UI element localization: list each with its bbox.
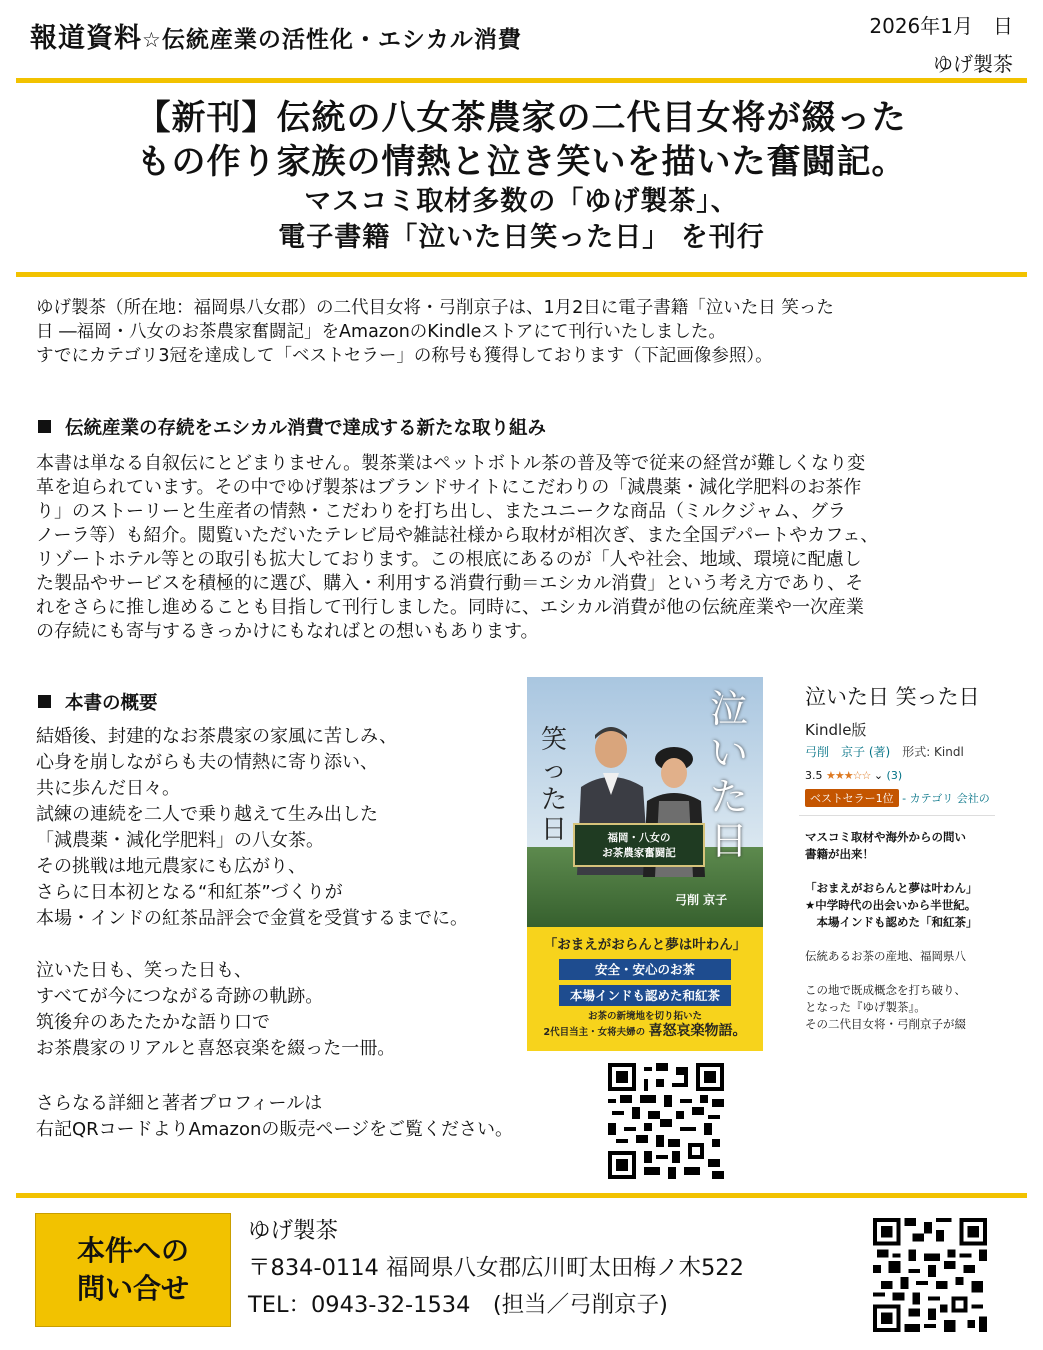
qr-note [36, 1091, 513, 1143]
contact-company: ゆげ製茶 [248, 1218, 339, 1244]
intro-paragraph [36, 296, 1006, 368]
chevron-down-icon: ⌄ [873, 769, 884, 782]
section-heading-overview [38, 689, 158, 715]
overview-line: 「減農薬・減化学肥料」の八女茶。 [36, 830, 324, 851]
overview-line: さらに日本初となる“和紅茶”づくりが [36, 882, 343, 903]
listing-bestseller-row [805, 789, 990, 807]
overview-line: 本場・インドの紅茶品評会で金賞を受賞するまでに。 [36, 908, 468, 929]
cover-subtitle-line: 福岡・八女の [607, 832, 671, 844]
body-line: リゾートホテル等との取引も拡大しております。この根底にあるのが「人や社会、地域、環境に配慮し [36, 549, 862, 570]
body-line: り」のストーリーと生産者の情熱・こだわりを打ち出し、またユニークな商品（ミルクジャム、グラ [36, 501, 846, 522]
cover-subtitle-band [573, 823, 705, 867]
rating-count: (3) [886, 769, 903, 782]
listing-title: 泣いた日 笑った日 [805, 685, 980, 709]
rating-value: 3.5 [805, 769, 823, 782]
square-bullet-icon [38, 420, 51, 433]
contact-label-line: 問い合せ [76, 1272, 189, 1305]
qr-code-icon [607, 1063, 725, 1179]
amazon-listing-screenshot [785, 677, 995, 1057]
header-title-sub: 伝統産業の活性化・エシカル消費 [161, 27, 522, 53]
cover-author: 弓削 京子 [675, 893, 728, 907]
qr-code-icon [873, 1218, 987, 1332]
contact-phone: TEL：0943-32-1534 (担当／弓削京子) [248, 1292, 668, 1318]
desc-line: 本場インドも認めた「和紅茶」 [805, 915, 978, 929]
listing-author: 弓削 京子 (著) [805, 745, 891, 759]
cover-subtitle-line: お茶農家奮闘記 [602, 847, 676, 859]
overview-line: お茶農家のリアルと喜怒哀楽を綴った一冊。 [36, 1038, 396, 1059]
qr-note-line: 右記QRコードよりAmazonの販売ページをご覧ください。 [36, 1119, 514, 1140]
headline-divider [16, 272, 1027, 277]
desc-line: 伝統あるお茶の産地、福岡県八 [805, 949, 966, 963]
square-bullet-icon [38, 695, 51, 708]
desc-line: ★中学時代の出会いから半世紀。 [805, 898, 977, 912]
body-line: ノーラ等）も紹介。閲覧いただいたテレビ局や雑誌社様から取材が相次ぎ、また全国デパートやカフェ、 [36, 525, 879, 546]
headline [0, 96, 1043, 256]
header-company: ゆげ製茶 [933, 52, 1013, 76]
cover-badge-black-tea: 本場インドも認めた和紅茶 [559, 985, 731, 1006]
overview-text [36, 724, 526, 1062]
cover-caption-2-text: 2代目当主・女将夫婦の [543, 1027, 646, 1038]
footer-divider [16, 1193, 1027, 1198]
document-header-title [30, 16, 522, 55]
listing-description [805, 829, 978, 1033]
cover-quote: 「おまえがおらんと夢は叶わん」 [543, 937, 747, 953]
desc-line [805, 863, 978, 880]
contact-qr-code[interactable] [873, 1218, 987, 1332]
bestseller-category: - カテゴリ 会社の [902, 792, 990, 805]
headline-line-4: 電子書籍「泣いた日笑った日」 を刊行 [278, 222, 765, 253]
desc-line [805, 965, 978, 982]
overview-line: 筑後弁のあたたかな語り口で [36, 1012, 270, 1033]
amazon-qr-code[interactable] [607, 1063, 725, 1179]
desc-line: 書籍が出来！ [805, 847, 874, 861]
cover-badge-safe-tea: 安全・安心のお茶 [559, 959, 731, 980]
overview-line: 共に歩んだ日々。 [36, 778, 180, 799]
listing-rating-row [805, 769, 902, 782]
desc-line [805, 931, 978, 948]
cover-caption-2 [531, 1023, 759, 1041]
desc-line: この地で既成概念を打ち破り、 [805, 983, 966, 997]
body-line: の存続にも寄与するきっかけにもなればとの想いもあります。 [36, 621, 539, 642]
section-heading-text: 本書の概要 [65, 693, 158, 714]
contact-label-line: 本件への [76, 1234, 189, 1267]
cover-title-left: 笑った日 [540, 725, 567, 845]
listing-format-label: 形式: Kindl [902, 745, 964, 759]
section-body-ethical [36, 452, 1006, 644]
star-icon: ☆ [142, 28, 162, 52]
headline-line-1: 【新刊】伝統の八女茶農家の二代目女将が綴った [136, 98, 907, 138]
book-cover-image [527, 677, 763, 1051]
contact-address: 〒834-0114 福岡県八女郡広川町太田梅ノ木522 [248, 1255, 744, 1281]
overview-line: その挑戦は地元農家にも広がり、 [36, 856, 306, 877]
body-line: 本書は単なる自叙伝にとどまりません。製茶業はペットボトル茶の普及等で従来の経営が難しくなり変 [36, 453, 866, 474]
overview-line: すべてが今につながる奇跡の軌跡。 [36, 986, 324, 1007]
cover-caption-1: お茶の新境地を切り拓いた [587, 1011, 702, 1022]
headline-line-2: もの作り家族の情熱と泣き笑いを描いた奮闘記。 [136, 142, 907, 182]
overview-line: 結婚後、封建的なお茶農家の家風に苦しみ、 [36, 726, 398, 747]
overview-line: 心身を崩しながらも夫の情熱に寄り添い、 [36, 752, 378, 773]
listing-format: Kindle版 [805, 721, 867, 739]
intro-line: ゆげ製茶（所在地：福岡県八女郡）の二代目女将・弓削京子は、1月2日に電子書籍「泣いた日 笑った [36, 298, 834, 318]
section-heading-ethical [38, 414, 546, 440]
desc-line: マスコミ取材や海外からの問い [805, 830, 966, 844]
star-rating-icon: ★★★☆☆ [826, 769, 871, 782]
cover-title-right: 泣いた日 [709, 687, 748, 863]
bestseller-badge: ベストセラー1位 [805, 789, 899, 807]
header-divider [16, 78, 1027, 83]
release-date: 2026年1月 日 [869, 14, 1013, 38]
headline-line-3: マスコミ取材多数の「ゆげ製茶」、 [304, 186, 739, 217]
qr-note-line: さらなる詳細と著者プロフィールは [36, 1093, 323, 1114]
overview-line: 泣いた日も、笑った日も、 [36, 960, 252, 981]
body-line: れをさらに推し進めることも目指して刊行しました。同時に、エシカル消費が他の伝統産業や一次産業 [36, 597, 864, 618]
intro-line: すでにカテゴリ3冠を達成して「ベストセラー」の称号も獲得しております（下記画像参照）。 [36, 346, 773, 366]
body-line: 革を迫られています。その中でゆげ製茶はブランドサイトにこだわりの「減農薬・減化学肥料のお茶作 [36, 477, 862, 498]
contact-label-box [35, 1213, 231, 1327]
listing-author-row [805, 743, 964, 760]
desc-line: となった『ゆげ製茶』。 [805, 1000, 926, 1014]
cover-caption-2-big: 喜怒哀楽物語。 [648, 1023, 747, 1039]
section-heading-text: 伝統産業の存続をエシカル消費で達成する新たな取り組み [65, 418, 547, 439]
contact-info [248, 1213, 744, 1324]
overview-line: 試練の連続を二人で乗り越えて生み出した [36, 804, 378, 825]
desc-line: 「おまえがおらんと夢は叶わん」 [805, 881, 978, 895]
body-line: た製品やサービスを積極的に選び、購入・利用する消費行動＝エシカル消費」という考え方であり、そ [36, 573, 864, 594]
header-title-main: 報道資料 [30, 23, 142, 54]
desc-line: その二代目女将・弓削京子が綴 [805, 1017, 966, 1031]
intro-line: 日 ―福岡・八女のお茶農家奮闘記」をAmazonのKindleストアにて刊行いたしました。 [36, 322, 726, 342]
